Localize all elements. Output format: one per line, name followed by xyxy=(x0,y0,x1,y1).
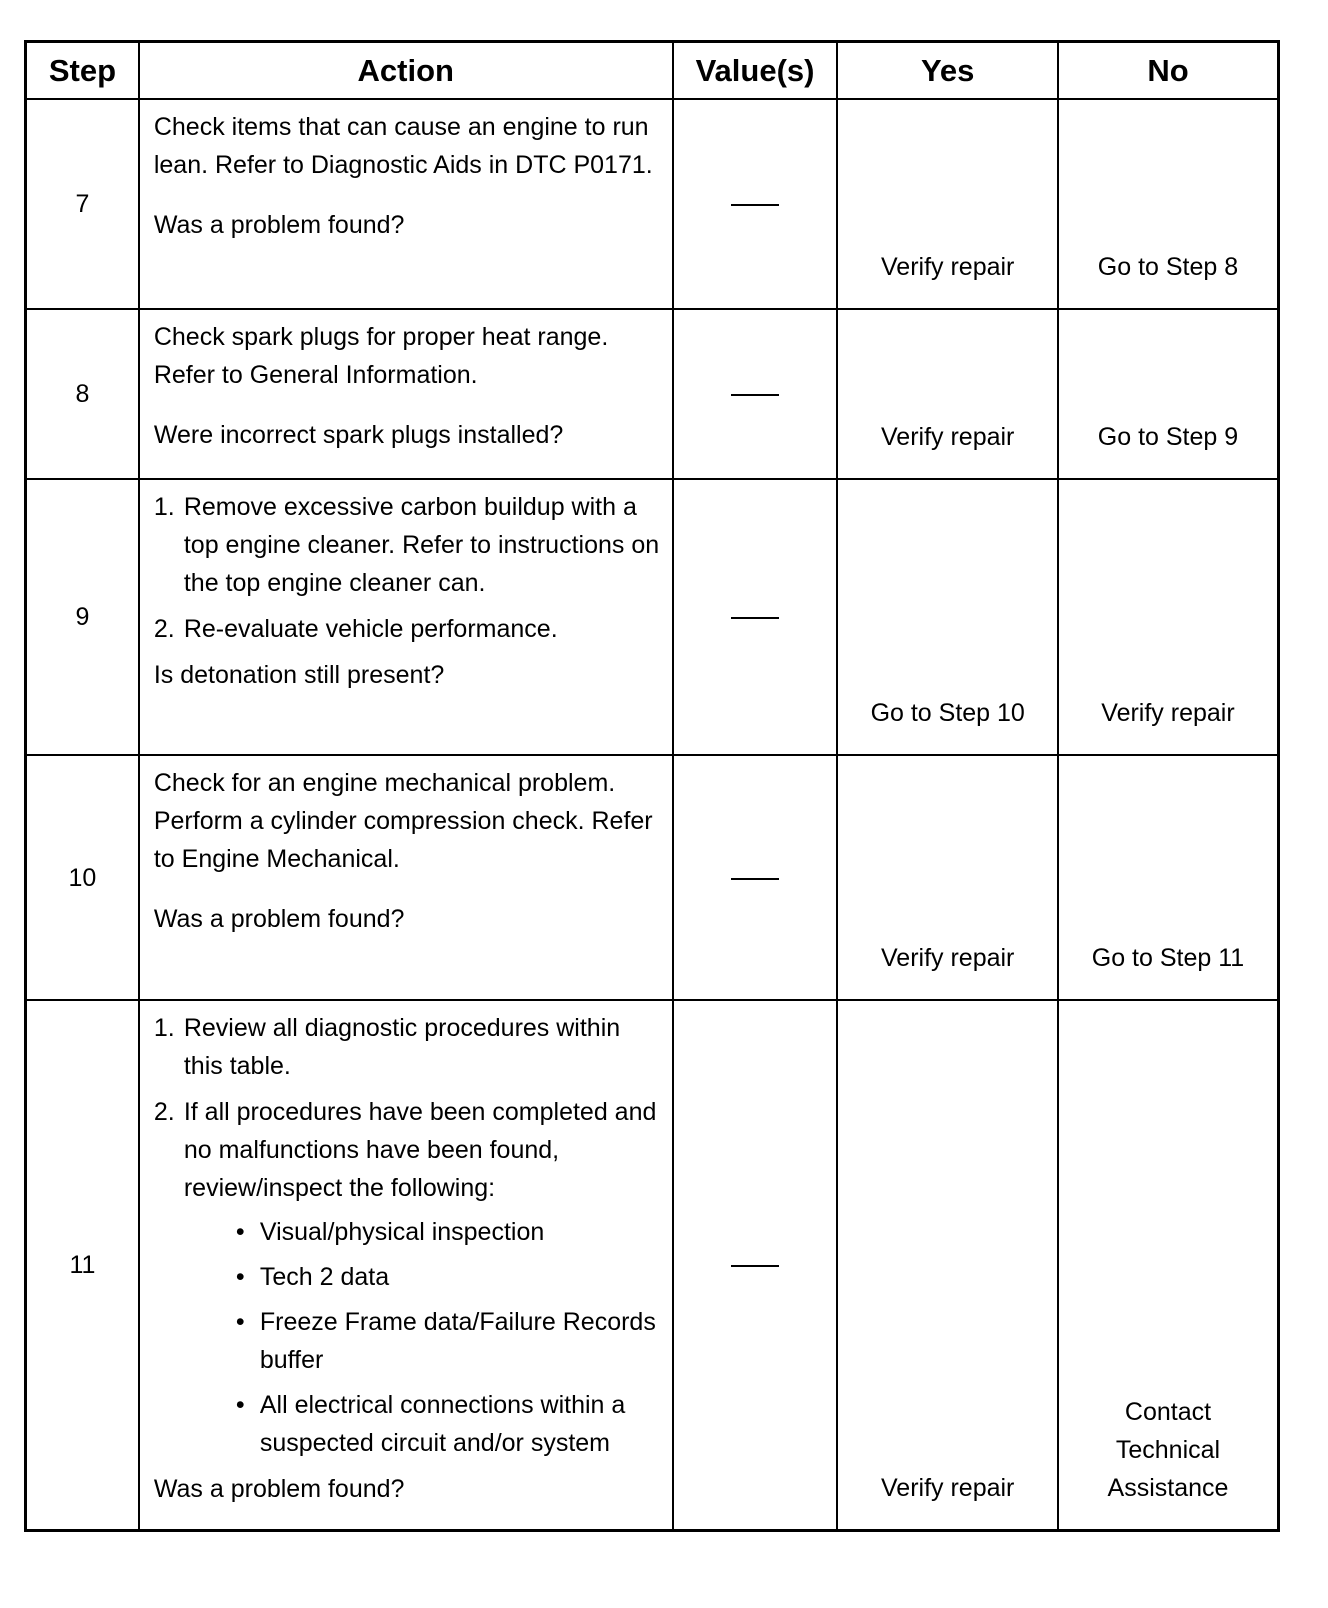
value-dash xyxy=(731,394,779,396)
no-cell: Contact Technical Assistance xyxy=(1058,1000,1279,1530)
yes-cell: Verify repair xyxy=(837,1000,1058,1530)
yes-cell: Go to Step 10 xyxy=(837,479,1058,755)
value-dash xyxy=(731,204,779,206)
value-dash xyxy=(731,617,779,619)
action-text: Check items that can cause an engine to run lean. Refer to Diagnostic Aids in DTC P0171. xyxy=(153,113,653,179)
action-cell xyxy=(139,309,673,479)
action-question: Were incorrect spark plugs installed? xyxy=(153,421,564,449)
header-no: No xyxy=(1058,42,1279,100)
list-item-text: Remove excessive carbon buildup with a top engine cleaner. Refer to instructions on the top engine cleaner can. xyxy=(183,493,660,597)
table-row xyxy=(26,1000,1279,1530)
numbered-list xyxy=(154,488,664,648)
value-dash xyxy=(731,878,779,880)
step-number: 8 xyxy=(26,309,139,479)
value-cell xyxy=(673,479,838,755)
bullet-list xyxy=(184,1213,664,1462)
bullet-item: • Visual/physical inspection xyxy=(235,1218,545,1246)
bullet-item: • Tech 2 data xyxy=(235,1263,390,1291)
action-text: Check spark plugs for proper heat range. Refer to General Information. xyxy=(153,323,609,389)
list-item-text: Review all diagnostic procedures within this table. xyxy=(183,1014,621,1080)
list-item-text: Re-evaluate vehicle performance. xyxy=(183,615,558,643)
list-item-text: If all procedures have been completed and no malfunctions have been found, review/inspect the following: xyxy=(183,1098,657,1202)
bullet-item: • Freeze Frame data/Failure Records buffer xyxy=(235,1308,656,1374)
table-row xyxy=(26,479,1279,755)
list-item: 2. Re-evaluate vehicle performance. xyxy=(153,615,558,643)
table-row xyxy=(26,309,1279,479)
no-cell: Go to Step 9 xyxy=(1058,309,1279,479)
header-action: Action xyxy=(139,42,673,100)
bullet-text: Freeze Frame data/Failure Records buffer xyxy=(259,1308,656,1374)
action-question: Is detonation still present? xyxy=(153,661,445,689)
step-number: 9 xyxy=(26,479,139,755)
header-yes: Yes xyxy=(837,42,1058,100)
header-row xyxy=(26,42,1279,100)
value-cell xyxy=(673,755,838,1000)
bullet-item: • All electrical connections within a suspected circuit and/or system xyxy=(235,1391,626,1457)
list-item: 1. Review all diagnostic procedures within this table. xyxy=(153,1014,621,1080)
bullet-text: All electrical connections within a suspected circuit and/or system xyxy=(259,1391,626,1457)
action-cell xyxy=(139,755,673,1000)
list-item: 2. If all procedures have been completed and no malfunctions have been found, review/inspect the following: • Visual/physical inspection • Tech 2 data • Freeze Frame data/Failure Records buffer • All electrical connections within a suspected circuit and/or system xyxy=(154,1093,664,1462)
bullet-text: Visual/physical inspection xyxy=(259,1218,545,1246)
value-cell xyxy=(673,1000,838,1530)
step-number: 7 xyxy=(26,99,139,309)
numbered-list xyxy=(154,1009,664,1462)
list-item: 1. Remove excessive carbon buildup with a top engine cleaner. Refer to instructions on the top engine cleaner can. xyxy=(153,493,660,597)
action-question: Was a problem found? xyxy=(153,1475,405,1503)
header-step: Step xyxy=(26,42,139,100)
no-cell: Go to Step 11 xyxy=(1058,755,1279,1000)
value-dash xyxy=(731,1265,779,1267)
no-cell: Verify repair xyxy=(1058,479,1279,755)
value-cell xyxy=(673,99,838,309)
action-cell xyxy=(139,1000,673,1530)
action-text: Check for an engine mechanical problem. Perform a cylinder compression check. Refer to Engine Mechanical. xyxy=(153,769,653,873)
no-cell: Go to Step 8 xyxy=(1058,99,1279,309)
step-number: 11 xyxy=(26,1000,139,1530)
yes-cell: Verify repair xyxy=(837,99,1058,309)
value-cell xyxy=(673,309,838,479)
yes-cell: Verify repair xyxy=(837,755,1058,1000)
action-cell xyxy=(139,479,673,755)
action-question: Was a problem found? xyxy=(153,905,405,933)
step-number: 10 xyxy=(26,755,139,1000)
action-cell xyxy=(139,99,673,309)
diagnostic-table xyxy=(24,40,1280,1532)
action-question: Was a problem found? xyxy=(153,211,405,239)
table-row xyxy=(26,755,1279,1000)
yes-cell: Verify repair xyxy=(837,309,1058,479)
bullet-text: Tech 2 data xyxy=(259,1263,390,1291)
header-values: Value(s) xyxy=(673,42,838,100)
table-row xyxy=(26,99,1279,309)
